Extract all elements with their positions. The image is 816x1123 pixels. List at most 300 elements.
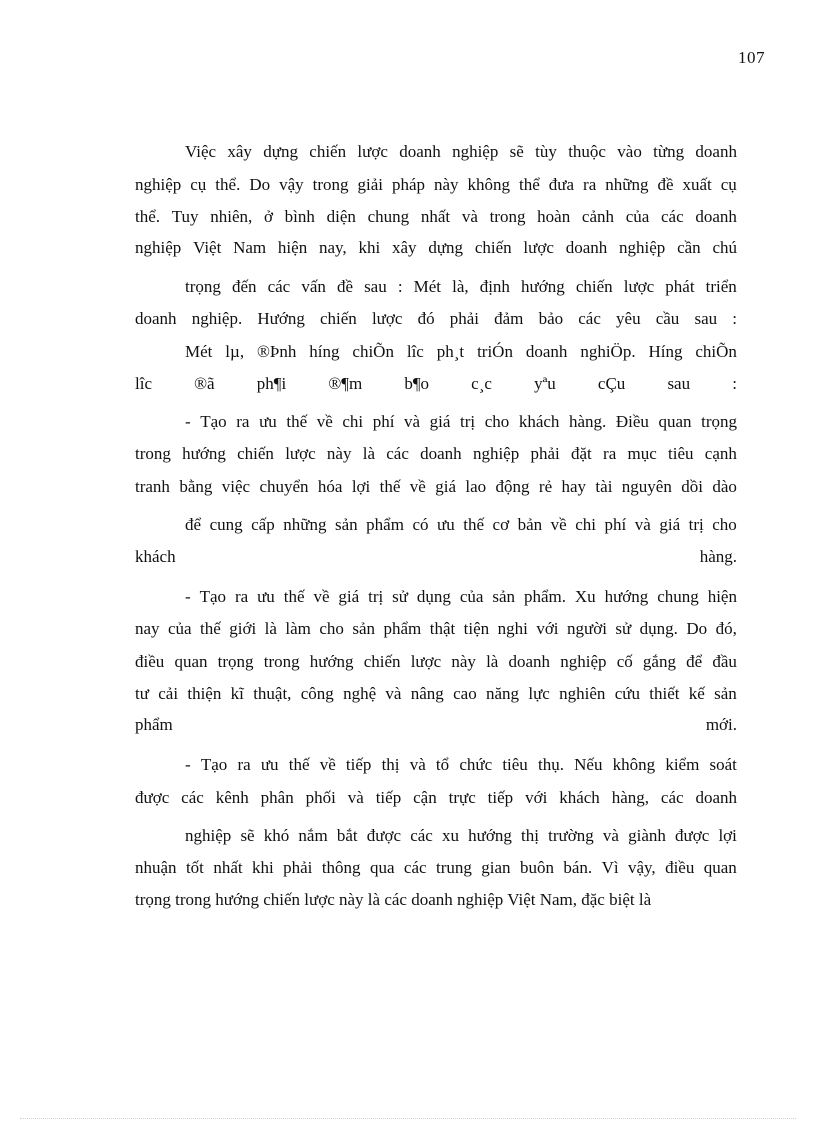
word: các — [403, 858, 427, 877]
word: ra — [237, 755, 251, 774]
word: nghiệp — [185, 826, 232, 845]
word: - — [185, 587, 191, 606]
word: yªu — [534, 374, 556, 393]
word: thuộc — [568, 142, 606, 161]
word: hoàn — [537, 207, 571, 226]
word: lîc — [135, 374, 152, 393]
word: về — [550, 515, 567, 534]
word: trong — [312, 175, 349, 194]
word: tổ — [435, 755, 450, 774]
word: nghi — [497, 619, 528, 638]
word: : — [397, 277, 403, 296]
word: qua — [369, 858, 395, 877]
word: nắm — [298, 826, 328, 845]
word: phải — [449, 309, 479, 328]
word: không — [467, 175, 511, 194]
word: cầu — [655, 309, 680, 328]
word: vậy, — [627, 858, 656, 877]
word: trong — [263, 652, 300, 671]
word: thị — [381, 755, 400, 774]
text-line — [135, 546, 737, 568]
word: c¸c — [471, 374, 492, 393]
word: lợi — [718, 826, 737, 845]
word: chiÕn — [695, 342, 737, 361]
word: phối — [305, 788, 336, 807]
word: lược — [371, 309, 403, 328]
word: cố — [616, 652, 633, 671]
word: ®Þnh — [256, 342, 297, 361]
word: ưu — [257, 587, 275, 606]
word: phẩm — [366, 515, 404, 534]
word: là — [362, 444, 375, 463]
word: khách — [135, 547, 176, 566]
word: định — [479, 277, 510, 296]
word: là — [486, 652, 499, 671]
word: phát — [665, 277, 695, 296]
word: các — [181, 788, 204, 807]
word: doanh — [695, 788, 737, 807]
word: sản — [334, 515, 358, 534]
word: nghiệp — [560, 652, 607, 671]
word: dựng — [428, 238, 464, 257]
word: cấp — [251, 515, 275, 534]
word: từng — [653, 142, 685, 161]
word: của — [168, 619, 192, 638]
word: tiếp — [375, 788, 402, 807]
word: hay — [561, 477, 587, 496]
word: thế — [200, 619, 221, 638]
word: chi — [575, 515, 597, 534]
word: chiến — [319, 309, 357, 328]
text-line — [135, 714, 737, 736]
word: lược — [623, 277, 655, 296]
word: khi — [252, 858, 274, 877]
word: trọng — [185, 277, 221, 296]
word: bằng — [179, 477, 213, 496]
word: cho — [319, 619, 344, 638]
word: trị — [688, 515, 704, 534]
word: giới — [229, 619, 257, 638]
word: và — [404, 412, 421, 431]
word: Tạo — [200, 412, 227, 431]
word: sản — [352, 619, 376, 638]
word: Điều — [615, 412, 649, 431]
text-line — [135, 787, 737, 809]
word: bảo — [538, 309, 564, 328]
word: Nếu — [574, 755, 603, 774]
word: về — [319, 755, 336, 774]
word: híng — [309, 342, 340, 361]
word: xuất — [682, 175, 712, 194]
word: Do — [686, 619, 708, 638]
word: lược — [410, 652, 442, 671]
word: Tạo — [199, 587, 227, 606]
word: khách — [559, 788, 600, 807]
word: tiện — [463, 619, 490, 638]
word: này — [326, 444, 352, 463]
word: chiến — [363, 652, 401, 671]
word: năng — [486, 684, 520, 703]
word: ®¶m — [328, 374, 363, 393]
word: khi — [358, 238, 381, 257]
word: điều — [665, 858, 695, 877]
word: đầu — [712, 652, 737, 671]
word: phân — [260, 788, 294, 807]
word: hướng — [468, 826, 512, 845]
word: và — [634, 515, 651, 534]
word: Nam — [233, 238, 267, 257]
word: gian — [481, 858, 511, 877]
text-line: trọng trong hướng chiến lược này là các doanh nghiệp Việt Nam, đặc biệt là — [135, 890, 652, 909]
text-line — [135, 857, 737, 879]
word: người — [566, 619, 607, 638]
word: và — [461, 207, 478, 226]
word: phẩm — [135, 715, 173, 734]
word: về — [313, 587, 330, 606]
word: giá — [338, 587, 360, 606]
word: Do — [249, 175, 271, 194]
word: buôn — [519, 858, 554, 877]
word: bản — [517, 515, 543, 534]
word: triển — [705, 277, 737, 296]
word: hàng, — [611, 788, 649, 807]
word: công — [300, 684, 334, 703]
word: doanh — [695, 207, 737, 226]
word: chung — [367, 207, 410, 226]
word: thế — [286, 412, 308, 431]
word: cụ — [190, 175, 207, 194]
word: Mét — [185, 342, 213, 361]
word: có — [412, 515, 429, 534]
word: cải — [158, 684, 179, 703]
word: ưu — [259, 412, 277, 431]
word: Việt — [193, 238, 222, 257]
word: tiêu — [502, 755, 528, 774]
word: quan — [174, 652, 208, 671]
word: nhiên, — [210, 207, 253, 226]
word: đảm — [494, 309, 524, 328]
word: giá — [435, 477, 456, 496]
word: trong — [135, 444, 171, 463]
word: tiếp — [487, 788, 514, 807]
word: với — [536, 619, 559, 638]
word: hướng — [604, 587, 649, 606]
word: khó — [263, 826, 290, 845]
word: nghiÖp. — [580, 342, 636, 361]
word: hướng — [521, 277, 565, 296]
word: xu — [442, 826, 459, 845]
word: làm — [285, 619, 311, 638]
word: doanh — [525, 342, 568, 361]
word: kênh — [215, 788, 249, 807]
word: này — [451, 652, 476, 671]
word: dụng. — [639, 619, 678, 638]
word: là, — [452, 277, 469, 296]
text-line — [185, 754, 737, 776]
word: động — [495, 477, 530, 496]
word: soát — [709, 755, 737, 774]
word: hàng. — [699, 547, 737, 566]
word: về — [316, 412, 333, 431]
word: kĩ — [230, 684, 244, 703]
word: thiết — [649, 684, 680, 703]
word: không — [612, 755, 656, 774]
word: sản — [714, 684, 737, 703]
word: nghiệp — [619, 238, 666, 257]
page-number: 107 — [738, 48, 765, 67]
word: cứu — [614, 684, 640, 703]
text-line — [185, 411, 737, 433]
word: được — [366, 826, 402, 845]
word: nhuận — [135, 858, 177, 877]
word: vấn — [301, 277, 326, 296]
word: hàng. — [568, 412, 607, 431]
word: sau — [667, 374, 691, 393]
text-line-legacy-encoding — [185, 341, 737, 363]
word: phí — [372, 412, 395, 431]
word: trung — [435, 858, 472, 877]
word: lîc — [406, 342, 424, 361]
word: kiểm — [665, 755, 700, 774]
word: Vì — [601, 858, 619, 877]
word: dào — [712, 477, 737, 496]
word: nghiên — [559, 684, 606, 703]
text-line — [135, 651, 737, 673]
text-line-legacy-encoding — [135, 373, 737, 395]
word: lợi — [351, 477, 371, 496]
word: chuyển — [259, 477, 309, 496]
word: vào — [617, 142, 642, 161]
text-line — [135, 308, 737, 330]
word: việc — [221, 477, 251, 496]
word: mục — [627, 444, 657, 463]
word: với — [525, 788, 548, 807]
word: chung — [657, 587, 699, 606]
word: bán. — [563, 858, 593, 877]
word: những — [283, 515, 327, 534]
word: tranh — [135, 477, 170, 496]
word: những — [605, 175, 649, 194]
text-line — [135, 174, 737, 196]
word: giá — [659, 515, 681, 534]
word: được — [675, 826, 710, 845]
word: thật — [429, 619, 456, 638]
text-line — [135, 206, 737, 228]
word: tốt — [185, 858, 204, 877]
word: xây — [391, 238, 417, 257]
word: đó, — [715, 619, 737, 638]
word: cho — [484, 412, 510, 431]
word: cảnh — [581, 207, 615, 226]
word: tài — [595, 477, 613, 496]
word: sau — [364, 277, 387, 296]
word: nghiệp. — [191, 309, 243, 328]
word: nâng — [410, 684, 444, 703]
word: lao — [465, 477, 487, 496]
text-line — [185, 514, 737, 536]
word: và — [409, 755, 426, 774]
word: sẽ — [509, 142, 524, 161]
word: lµ, — [225, 342, 245, 361]
word: sử — [392, 587, 408, 606]
word: phẩm — [383, 619, 422, 638]
word: hướng — [309, 652, 354, 671]
word: ưu — [437, 515, 455, 534]
word: về — [409, 477, 426, 496]
word: quan — [658, 412, 692, 431]
word: chiến — [474, 238, 512, 257]
word: doanh — [565, 238, 608, 257]
text-line — [185, 825, 737, 847]
text-line — [135, 476, 737, 498]
word: của — [459, 587, 484, 606]
word: rẻ — [538, 477, 553, 496]
word: lược — [523, 238, 554, 257]
word: gắng — [642, 652, 676, 671]
word: chiến — [309, 142, 347, 161]
word: đưa — [548, 175, 575, 194]
word: dựng — [263, 142, 298, 161]
word: trong — [489, 207, 526, 226]
word: kế — [688, 684, 705, 703]
word: nay, — [318, 238, 347, 257]
word: thế — [463, 515, 485, 534]
text-line — [185, 141, 737, 163]
word: ra — [583, 175, 597, 194]
word: thế — [288, 755, 310, 774]
word: để — [185, 515, 202, 534]
word: yêu — [616, 309, 641, 328]
text-line — [135, 618, 737, 640]
word: dồi — [681, 477, 703, 496]
word: doanh — [508, 652, 551, 671]
word: chức — [459, 755, 493, 774]
word: phí — [604, 515, 627, 534]
word: doanh — [399, 142, 441, 161]
word: đến — [231, 277, 257, 296]
word: Tạo — [200, 755, 228, 774]
word: nghiệp — [135, 175, 182, 194]
text-line — [185, 276, 737, 298]
word: - — [185, 755, 191, 774]
word: Tuy — [171, 207, 199, 226]
word: cụ — [720, 175, 737, 194]
word: trường — [548, 826, 594, 845]
word: doanh — [135, 309, 177, 328]
word: hiện — [277, 238, 308, 257]
word: trực — [448, 788, 476, 807]
word: ra — [603, 444, 617, 463]
word: thông — [321, 858, 361, 877]
word: thể. — [135, 207, 161, 226]
word: nhất — [213, 858, 243, 877]
word: trị — [368, 587, 384, 606]
word: nghệ — [343, 684, 377, 703]
word: đề — [657, 175, 674, 194]
word: phẩm. — [523, 587, 566, 606]
word: vậy — [279, 175, 304, 194]
word: doanh — [695, 142, 737, 161]
word: chiến — [575, 277, 613, 296]
word: sản — [492, 587, 516, 606]
word: cơ — [492, 515, 510, 534]
word: đó — [417, 309, 435, 328]
word: dụng — [416, 587, 451, 606]
word: lược — [285, 444, 316, 463]
word: ®ã — [194, 374, 215, 393]
word: này — [434, 175, 459, 194]
text-line — [135, 443, 737, 465]
word: giá — [429, 412, 451, 431]
text-line — [185, 586, 737, 608]
word: thể — [519, 175, 540, 194]
word: các — [660, 788, 684, 807]
page-bottom-divider — [20, 1118, 796, 1119]
word: xây — [227, 142, 252, 161]
word: trọng — [701, 412, 737, 431]
word: sử — [615, 619, 632, 638]
text-line — [135, 237, 737, 259]
word: và — [602, 826, 619, 845]
word: đề — [336, 277, 353, 296]
word: cung — [209, 515, 243, 534]
word: ph¸t — [436, 342, 465, 361]
word: b¶o — [404, 374, 430, 393]
word: các — [661, 207, 684, 226]
word: sẽ — [240, 826, 255, 845]
word: - — [185, 412, 191, 431]
word: Việc — [185, 142, 217, 161]
word: cho — [712, 515, 737, 534]
word: nghiệp — [135, 238, 182, 257]
word: quan — [703, 858, 737, 877]
word: : — [732, 309, 737, 328]
word: trị — [460, 412, 476, 431]
word: các — [410, 826, 433, 845]
word: giành — [628, 826, 666, 845]
word: chi — [342, 412, 364, 431]
word: chú — [712, 238, 737, 257]
word: và — [385, 684, 402, 703]
word: cạnh — [704, 444, 737, 463]
word: triÓn — [477, 342, 513, 361]
word: chiến — [237, 444, 274, 463]
word: thị — [521, 826, 539, 845]
word: nguyên — [621, 477, 672, 496]
word: được — [135, 788, 170, 807]
text-line — [135, 683, 737, 705]
word: các — [578, 309, 601, 328]
word: giải — [357, 175, 383, 194]
word: trọng — [217, 652, 254, 671]
word: doanh — [420, 444, 462, 463]
word: các — [386, 444, 409, 463]
word: thế — [379, 477, 401, 496]
word: thiện — [187, 684, 222, 703]
word: là — [264, 619, 277, 638]
word: nay — [135, 619, 160, 638]
word: cao — [453, 684, 477, 703]
word: pháp — [391, 175, 426, 194]
word: cần — [677, 238, 701, 257]
word: chiÕn — [352, 342, 394, 361]
word: đặt — [571, 444, 592, 463]
word: tiếp — [345, 755, 372, 774]
word: nghiệp — [472, 444, 520, 463]
word: Híng — [648, 342, 683, 361]
word: thụ. — [537, 755, 564, 774]
word: và — [347, 788, 364, 807]
